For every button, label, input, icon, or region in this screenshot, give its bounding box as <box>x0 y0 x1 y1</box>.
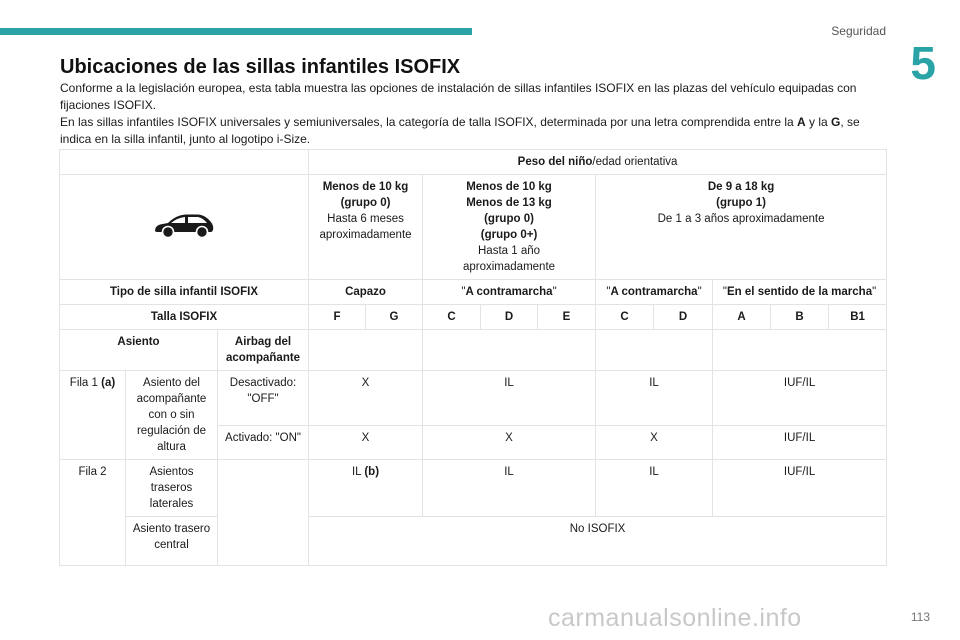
airbag-on-label: Activado: "ON" <box>218 426 309 460</box>
size-cell: A <box>713 305 771 330</box>
size-label: Talla ISOFIX <box>60 305 309 330</box>
airbag-off-label: Desactivado: "OFF" <box>218 371 309 426</box>
section-label: Seguridad <box>831 24 886 38</box>
passenger-seat-label: Asiento del acompañante con o sin regulación de altura <box>126 371 218 460</box>
group-0-plus-cell: Menos de 10 kg Menos de 13 kg (grupo 0) (grupo 0+) Hasta 1 año aproximadamente <box>423 175 596 280</box>
table-row <box>60 150 887 175</box>
group-1-cell: De 9 a 18 kg (grupo 1) De 1 a 3 años aproximadamente <box>596 175 887 280</box>
table-cell: IUF/IL <box>713 426 887 460</box>
table-row <box>60 280 887 305</box>
seat-type-capazo: Capazo <box>309 280 423 305</box>
seat-type-forward-facing: "En el sentido de la marcha" <box>713 280 887 305</box>
intro-text <box>60 80 880 148</box>
size-cell: G <box>366 305 423 330</box>
table-row <box>60 305 887 330</box>
size-cell: E <box>538 305 596 330</box>
weight-header: Peso del niño/edad orientativa <box>309 150 887 175</box>
car-suv-icon <box>152 210 216 240</box>
table-row <box>60 460 887 517</box>
table-cell: IUF/IL <box>713 460 887 517</box>
intro-line-2: En las sillas infantiles ISOFIX universales y semiuniversales, la categoría de talla ISOFIX, determinada por una letra comprendida entre la A y la G, se indica en la silla infantil, junto al logotipo i-Size. <box>60 115 860 146</box>
seat-type-rear-facing: "A contramarcha" <box>423 280 596 305</box>
rear-center-seat-label: Asiento trasero central <box>126 517 218 566</box>
page-title: Ubicaciones de las sillas infantiles ISOFIX <box>60 56 461 78</box>
size-cell: D <box>654 305 713 330</box>
table-cell: IL <box>423 460 596 517</box>
table-cell: X <box>596 426 713 460</box>
size-cell: B1 <box>829 305 887 330</box>
table-row <box>60 330 887 371</box>
rear-side-seats-label: Asientos traseros laterales <box>126 460 218 517</box>
table-cell: IL <box>423 371 596 426</box>
table-cell: IL (b) <box>309 460 423 517</box>
airbag-header: Airbag del acompañante <box>218 330 309 371</box>
table-cell: No ISOFIX <box>309 517 887 566</box>
seat-type-rear-facing: "A contramarcha" <box>596 280 713 305</box>
group-0-cell: Menos de 10 kg (grupo 0) Hasta 6 meses aproximadamente <box>309 175 423 280</box>
seat-header: Asiento <box>60 330 218 371</box>
table-row <box>60 175 887 280</box>
table-row <box>60 517 887 566</box>
watermark: carmanualsonline.info <box>548 604 802 632</box>
row-1-label: Fila 1 (a) <box>60 371 126 460</box>
intro-line-1: Conforme a la legislación europea, esta tabla muestra las opciones de instalación de sillas infantiles ISOFIX en las plazas del vehículo equipadas con fijaciones ISOFIX. <box>60 81 857 112</box>
seat-type-label: Tipo de silla infantil ISOFIX <box>60 280 309 305</box>
top-accent-bar <box>0 28 472 35</box>
car-icon-cell <box>60 175 309 280</box>
table-row <box>60 371 887 426</box>
isofix-table <box>59 149 887 566</box>
row-2-label: Fila 2 <box>60 460 126 566</box>
chapter-number: 5 <box>910 37 936 89</box>
table-cell: IUF/IL <box>713 371 887 426</box>
size-cell: F <box>309 305 366 330</box>
size-cell: D <box>481 305 538 330</box>
size-cell: C <box>423 305 481 330</box>
table-cell: IL <box>596 371 713 426</box>
table-cell: X <box>309 426 423 460</box>
table-cell: X <box>423 426 596 460</box>
table-cell: IL <box>596 460 713 517</box>
size-cell: C <box>596 305 654 330</box>
page-number: 113 <box>910 610 930 624</box>
size-cell: B <box>771 305 829 330</box>
table-cell: X <box>309 371 423 426</box>
